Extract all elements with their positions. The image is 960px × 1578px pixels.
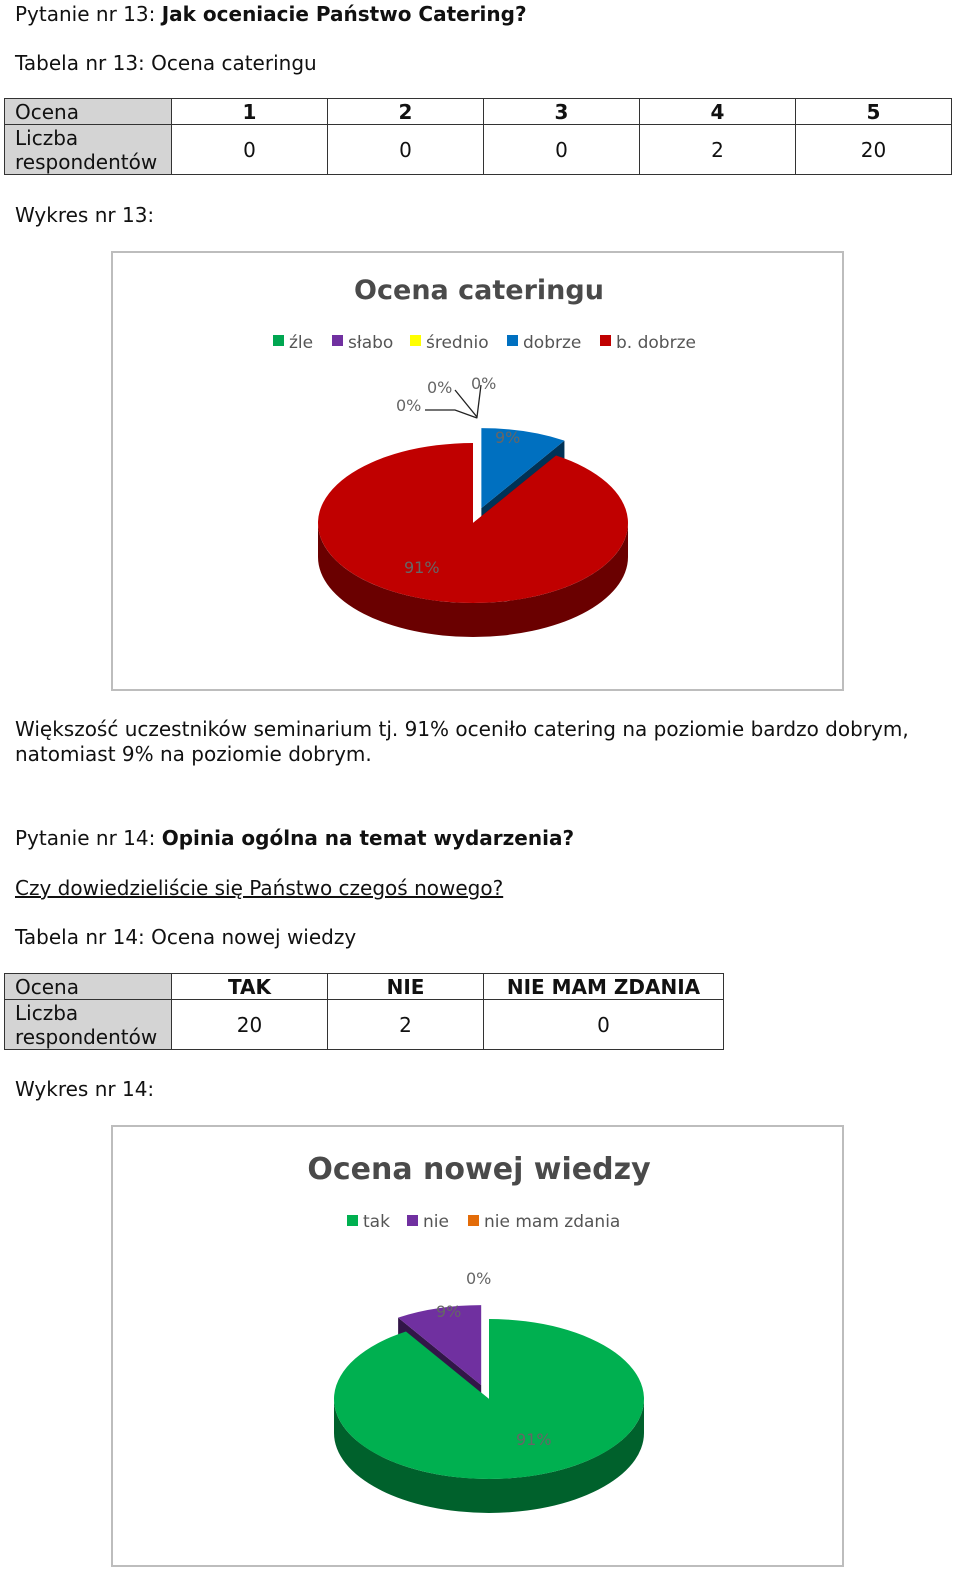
q13-table xyxy=(4,98,952,175)
q13-question: Jak oceniacie Państwo Catering? xyxy=(161,2,527,26)
q13-count-cell: 0 xyxy=(172,125,328,175)
q14-header-cell: TAK xyxy=(172,974,328,1000)
chart-13-title: Ocena cateringu xyxy=(354,275,604,306)
q14-header-cell: NIE MAM ZDANIA xyxy=(484,974,724,1000)
pie-label-tak: 91% xyxy=(516,1430,552,1449)
q13-row-label-2a: Liczba xyxy=(15,125,79,150)
legend-swatch-zle xyxy=(273,335,284,346)
chart-14-svg xyxy=(113,1127,846,1569)
q14-header-cell: NIE xyxy=(328,974,484,1000)
q13-count-cell: 0 xyxy=(484,125,640,175)
q14-count-cell: 20 xyxy=(172,1000,328,1050)
legend-swatch-srednio xyxy=(410,335,421,346)
chart-13-pie xyxy=(318,428,628,637)
pie-label-b-dobrze: 91% xyxy=(404,558,440,577)
pie-label-zle: 0% xyxy=(396,396,422,415)
q14-table-caption: Tabela nr 14: Ocena nowej wiedzy xyxy=(15,925,357,949)
legend-swatch-tak xyxy=(347,1215,358,1226)
chart-13 xyxy=(111,251,844,691)
q13-heading xyxy=(15,2,527,26)
pie-slice-tak xyxy=(334,1319,644,1479)
pie-label-srednio: 0% xyxy=(471,374,497,393)
q13-count-cell: 20 xyxy=(796,125,952,175)
q13-header-cell: 5 xyxy=(796,99,952,125)
q14-chart-caption: Wykres nr 14: xyxy=(15,1077,155,1101)
chart-14 xyxy=(111,1125,844,1567)
legend-swatch-b-dobrze xyxy=(600,335,611,346)
legend-label-b-dobrze: b. dobrze xyxy=(616,333,696,353)
q13-row-label-count xyxy=(5,125,172,175)
q14-row-label-2a: Liczba xyxy=(15,1000,79,1025)
q13-prefix: Pytanie nr 13: xyxy=(15,2,162,26)
pie-label-slabo: 0% xyxy=(427,378,453,397)
q13-summary-2: natomiast 9% na poziomie dobrym. xyxy=(15,742,372,766)
q14-row-label-ocena: Ocena xyxy=(5,974,172,1000)
q13-header-cell: 3 xyxy=(484,99,640,125)
q13-header-cell: 1 xyxy=(172,99,328,125)
legend-label-tak: tak xyxy=(363,1212,390,1232)
q13-header-cell: 4 xyxy=(640,99,796,125)
q13-row-label-2b: respondentów xyxy=(15,149,158,174)
legend-label-nie-mam-zdania: nie mam zdania xyxy=(484,1212,621,1232)
q14-heading xyxy=(15,826,574,850)
legend-swatch-dobrze xyxy=(507,335,518,346)
chart-14-legend xyxy=(347,1212,620,1232)
chart-13-svg xyxy=(113,253,846,693)
pie-label-nie-mam-zdania: 0% xyxy=(466,1269,492,1288)
legend-label-srednio: średnio xyxy=(426,333,489,353)
q14-count-cell: 2 xyxy=(328,1000,484,1050)
q13-header-cell: 2 xyxy=(328,99,484,125)
q14-count-cell: 0 xyxy=(484,1000,724,1050)
chart-14-title: Ocena nowej wiedzy xyxy=(307,1152,651,1187)
q13-summary-1: Większość uczestników seminarium tj. 91% oceniło catering na poziomie bardzo dobrym, xyxy=(15,717,909,741)
pie-slice-b-dobrze xyxy=(318,443,628,603)
leader-line xyxy=(425,410,477,418)
legend-swatch-nie-mam-zdania xyxy=(468,1215,479,1226)
legend-label-dobrze: dobrze xyxy=(523,333,582,353)
q14-prefix: Pytanie nr 14: xyxy=(15,826,162,850)
q13-count-cell: 2 xyxy=(640,125,796,175)
q14-subquestion: Czy dowiedzieliście się Państwo czegoś nowego? xyxy=(15,876,504,900)
q13-table-caption: Tabela nr 13: Ocena cateringu xyxy=(15,51,317,75)
pie-label-nie: 9% xyxy=(436,1302,462,1321)
q13-row-label-ocena: Ocena xyxy=(5,99,172,125)
legend-swatch-slabo xyxy=(332,335,343,346)
chart-14-pie xyxy=(334,1305,644,1513)
legend-swatch-nie xyxy=(407,1215,418,1226)
legend-label-zle: źle xyxy=(289,333,314,353)
q14-row-label-2b: respondentów xyxy=(15,1024,158,1049)
pie-label-dobrze: 9% xyxy=(495,428,521,447)
q13-chart-caption: Wykres nr 13: xyxy=(15,203,155,227)
q14-table xyxy=(4,973,724,1050)
legend-label-slabo: słabo xyxy=(348,333,394,353)
legend-label-nie: nie xyxy=(423,1212,449,1232)
q14-row-label-count xyxy=(5,1000,172,1050)
q14-question: Opinia ogólna na temat wydarzenia? xyxy=(161,826,575,850)
chart-13-legend xyxy=(273,333,696,353)
q13-count-cell: 0 xyxy=(328,125,484,175)
